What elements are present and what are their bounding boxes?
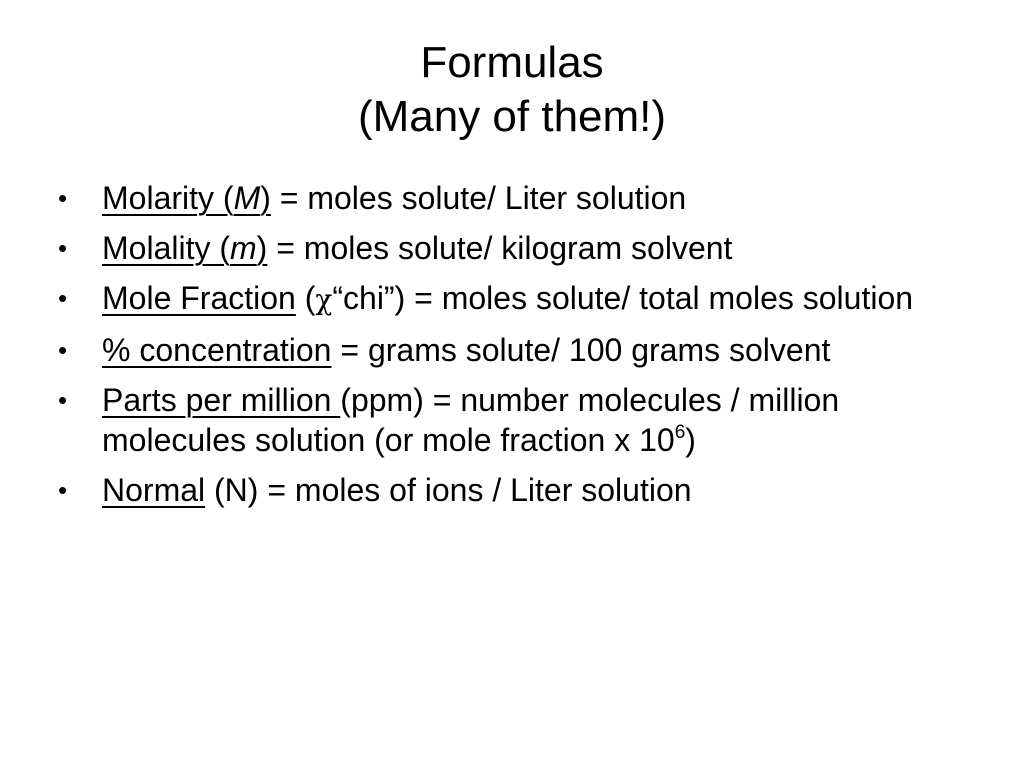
- formula-list: [56, 178, 916, 520]
- title-line-2: (Many of them!): [357, 92, 667, 141]
- chi-symbol: χ: [315, 283, 333, 316]
- bullet-icon: •: [58, 183, 68, 213]
- term-ppm: Parts per million: [102, 382, 341, 418]
- list-item-molality: [56, 228, 916, 268]
- slide-title: [0, 36, 1024, 144]
- title-line-1: Formulas: [420, 38, 604, 87]
- term-molarity-symbol: M: [233, 180, 261, 216]
- term-molality: [102, 230, 267, 266]
- list-item-normal: [56, 470, 916, 510]
- bullet-icon: •: [58, 233, 68, 263]
- bullet-icon: •: [58, 475, 68, 505]
- list-item-percent-concentration: [56, 330, 916, 370]
- definition-molarity: = moles solute/ Liter solution: [270, 180, 687, 216]
- bullet-icon: •: [58, 385, 68, 415]
- term-molarity: [102, 180, 271, 216]
- definition-molality: = moles solute/ kilogram solvent: [267, 230, 733, 266]
- open-paren: (: [295, 280, 316, 316]
- term-molality-close: ): [256, 230, 268, 266]
- term-molality-text: Molality (: [102, 230, 231, 266]
- term-percent-concentration: % concentration: [102, 332, 332, 368]
- definition-percent-concentration: = grams solute/ 100 grams solvent: [331, 332, 831, 368]
- term-normal: Normal: [102, 472, 206, 508]
- term-molarity-text: Molarity (: [102, 180, 234, 216]
- bullet-icon: •: [58, 335, 68, 365]
- definition-normal: (N) = moles of ions / Liter solution: [205, 472, 692, 508]
- definition-ppm-close: ): [685, 422, 696, 458]
- definition-mole-fraction: “chi”) = moles solute/ total moles solution: [332, 280, 914, 316]
- term-molarity-close: ): [260, 180, 271, 216]
- bullet-icon: •: [58, 283, 68, 313]
- exponent: 6: [674, 422, 686, 443]
- list-item-ppm: [56, 380, 916, 460]
- list-item-molarity: [56, 178, 916, 218]
- term-mole-fraction: Mole Fraction: [102, 280, 296, 316]
- term-molality-symbol: m: [230, 230, 257, 266]
- list-item-mole-fraction: [56, 278, 916, 320]
- definition-ppm: (ppm) = number molecules / million molecules solution (or mole fraction x 10: [102, 382, 840, 458]
